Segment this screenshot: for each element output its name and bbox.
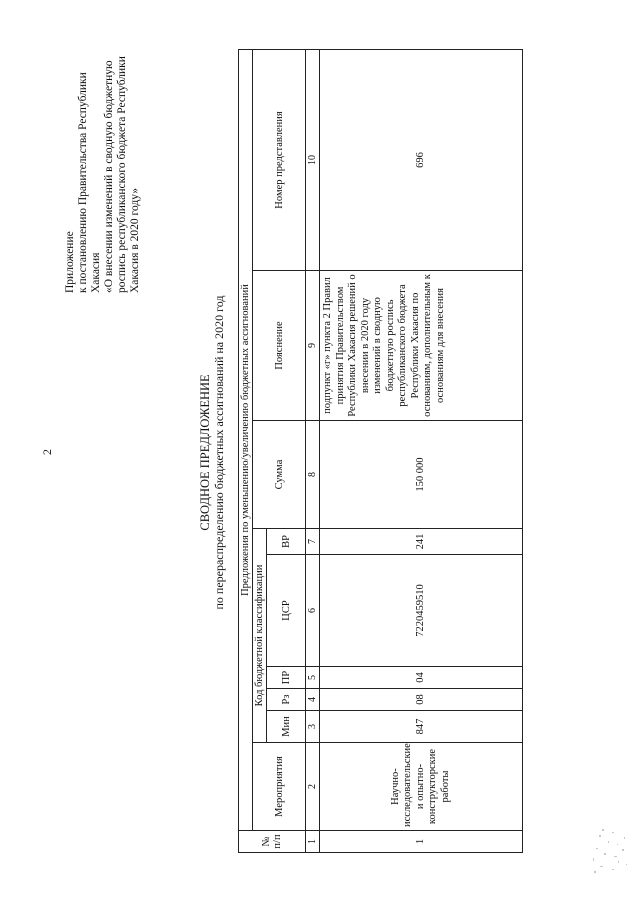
header-sum: Сумма	[253, 421, 306, 529]
col-number: 7	[306, 529, 320, 555]
cell-min: 847	[320, 711, 523, 743]
cell-csr: 7220459510	[320, 555, 523, 667]
col-number: 1	[306, 831, 320, 853]
table-row	[320, 50, 523, 853]
header-num: № п/п	[239, 831, 306, 853]
col-number: 4	[306, 689, 320, 711]
appendix-line: роспись республиканского бюджета Республики	[116, 56, 128, 293]
header-vr: ВР	[267, 529, 306, 555]
appendix-line: «О внесении изменений в сводную бюджетную	[103, 60, 115, 293]
header-representation-number: Номер представления	[253, 50, 306, 271]
col-number: 3	[306, 711, 320, 743]
header-csr: ЦСР	[267, 555, 306, 667]
header-explanation: Пояснение	[253, 271, 306, 421]
col-number: 8	[306, 421, 320, 529]
document-title: СВОДНОЕ ПРЕДЛОЖЕНИЕ	[198, 374, 212, 531]
document-subtitle: по перераспределению бюджетных ассигнований на 2020 год	[212, 295, 226, 610]
cell-vr: 241	[320, 529, 523, 555]
header-event: Мероприятия	[253, 743, 306, 831]
scan-stamp-marks	[590, 827, 630, 875]
header-rz: Рз	[267, 689, 306, 711]
col-number: 2	[306, 743, 320, 831]
page-number: 2	[40, 449, 54, 455]
appendix-block	[64, 23, 142, 293]
cell-event: Научно-исследовательские и опытно-конструкторские работы	[320, 743, 523, 831]
col-number: 6	[306, 555, 320, 667]
cell-rz: 08	[320, 689, 523, 711]
cell-pr: 04	[320, 667, 523, 689]
appendix-line: Хакасия в 2020 году»	[129, 187, 141, 293]
col-number: 10	[306, 50, 320, 271]
allocations-table	[238, 49, 523, 853]
cell-representation-number: 696	[320, 50, 523, 271]
header-group-proposals: Предложения по уменьшению/увеличению бюджетных ассигнований	[239, 50, 253, 831]
cell-sum: 150 000	[320, 421, 523, 529]
header-group-code: Код бюджетной классификации	[253, 529, 267, 743]
col-number: 9	[306, 271, 320, 421]
header-min: Мин	[267, 711, 306, 743]
appendix-line: Хакасия	[90, 252, 102, 293]
cell-explanation: подпункт «г» пункта 2 Правил принятия Правительством Республики Хакасия решений о внесении в 2020 году изменений в сводную бюджетную роспись республиканского бюджета Республики Хакасия по основаниям, дополнительным к основаниям для внесения	[320, 271, 523, 421]
appendix-line: к постановлению Правительства Республики	[77, 72, 89, 293]
cell-num: 1	[320, 831, 523, 853]
header-pr: ПР	[267, 667, 306, 689]
col-number: 5	[306, 667, 320, 689]
appendix-line: Приложение	[64, 231, 76, 293]
